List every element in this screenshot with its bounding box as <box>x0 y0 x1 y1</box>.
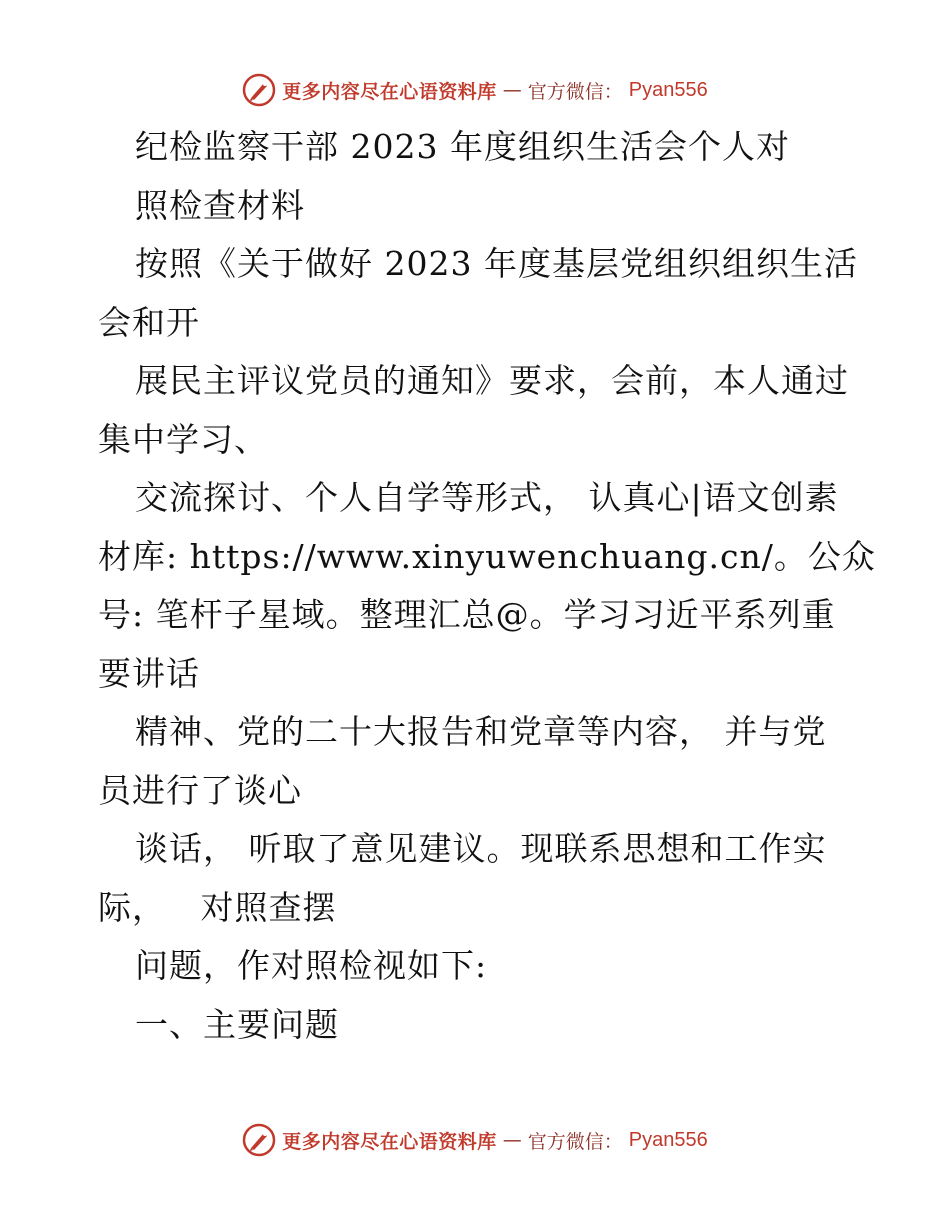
paragraph-line: 展民主评议党员的通知》要求，会前，本人通过 <box>135 361 849 400</box>
title-line-2: 照检查材料 <box>135 185 305 225</box>
pen-logo-icon <box>242 1123 276 1157</box>
banner-main-text: 更多内容尽在心语资料库 <box>282 1130 497 1153</box>
paragraph-line: 交流探讨、个人自学等形式， 认真心|语文创素 <box>135 478 839 517</box>
paragraph-line: 员进行了谈心 <box>98 770 302 810</box>
banner-official-label: 官方微信： <box>527 80 623 103</box>
banner-separator: — <box>502 79 522 101</box>
paragraph-line: 号: 笔杆子星域。整理汇总@。学习习近平系列重 <box>98 595 836 634</box>
banner-wechat-id: Pyan556 <box>628 78 708 101</box>
banner-main-text: 更多内容尽在心语资料库 <box>282 80 497 103</box>
footer-watermark-banner <box>0 1120 950 1160</box>
header-watermark-banner <box>0 70 950 110</box>
banner-wechat-id: Pyan556 <box>628 1128 708 1151</box>
section-heading: 一、主要问题 <box>135 1004 339 1044</box>
banner-separator: — <box>502 1129 522 1151</box>
paragraph-line: 材库: https://www.xinyuwenchuang.cn/。公众 <box>98 536 876 576</box>
pen-logo-icon <box>242 73 276 107</box>
paragraph-line: 集中学习、 <box>98 419 268 459</box>
paragraph-line: 按照《关于做好 2023 年度基层党组织组织生活 <box>135 244 858 283</box>
paragraph-line: 际， 对照查摆 <box>98 887 337 927</box>
title-line-1: 纪检监察干部 2023 年度组织生活会个人对 <box>135 127 790 166</box>
banner-official-label: 官方微信： <box>527 1130 623 1153</box>
paragraph-line: 谈话， 听取了意见建议。现联系思想和工作实 <box>135 829 827 868</box>
paragraph-line: 会和开 <box>98 302 200 342</box>
paragraph-line: 精神、党的二十大报告和党章等内容， 并与党 <box>135 712 827 751</box>
paragraph-line: 要讲话 <box>98 653 200 693</box>
document-body <box>98 118 876 1054</box>
paragraph-line: 问题，作对照检视如下: <box>135 946 488 985</box>
